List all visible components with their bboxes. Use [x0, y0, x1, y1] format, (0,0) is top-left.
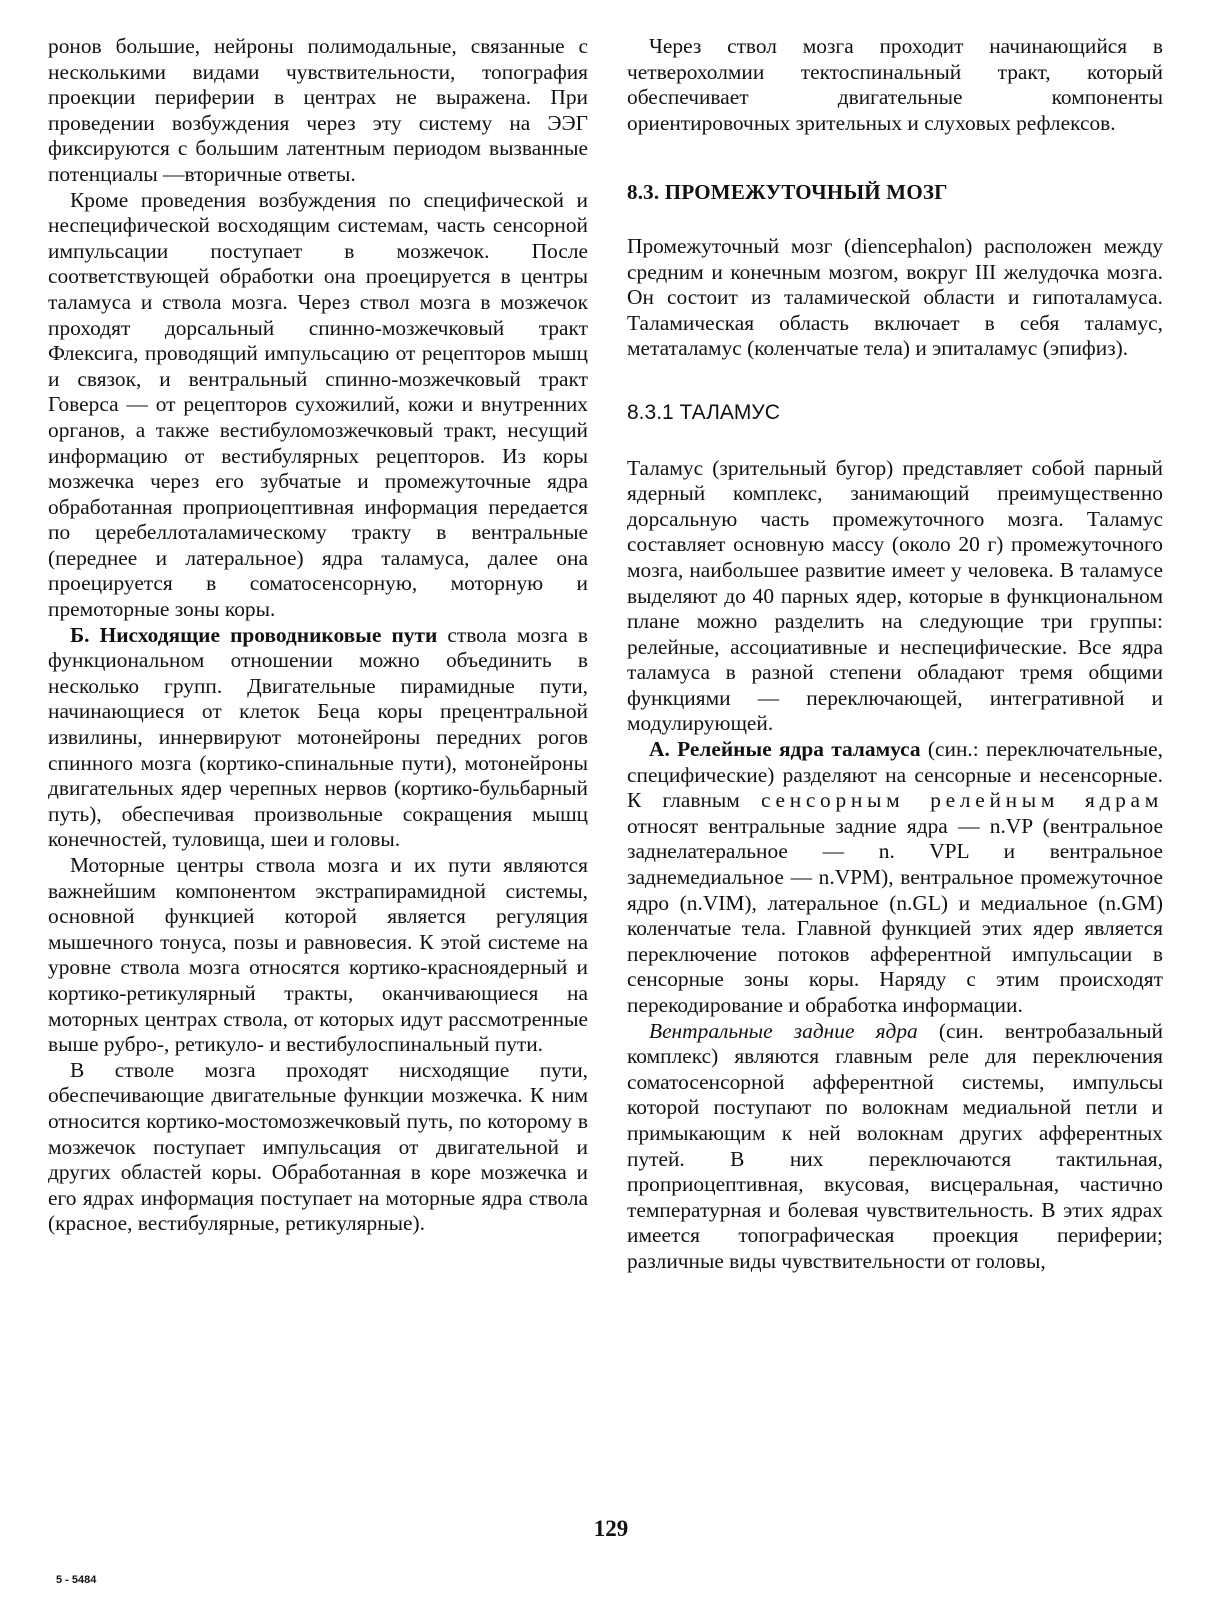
paragraph-relay-nuclei	[627, 737, 1163, 1019]
paragraph-continued: ронов большие, нейроны полимодальные, связанные с несколькими видами чувствительности, топография проекции периферии в центрах не выражена. При проведении возбуждения через эту систему на ЭЭГ фиксируются с большим латентным периодом вызванные потенциалы —вторичные ответы.	[48, 34, 588, 186]
paragraph-text: (син. вентробазальный комплекс) являются главным реле для переключения соматосенсорной афферентной системы, импульсы которой поступают по волокнам медиальной петли и примыкающим к ней волокнам других афферентных путей. В них переключаются тактильная, проприоцептивная, вкусовая, висцеральная, частично температурная и болевая чувствительность. В этих ядрах имеется топографическая проекция периферии; различные виды чувствительности от головы,	[627, 1018, 1163, 1273]
spaced-emphasis: сенсорным релейным ядрам	[761, 788, 1164, 813]
left-column	[48, 34, 588, 1237]
subsection-heading: 8.3.1 ТАЛАМУС	[627, 400, 780, 424]
paragraph-ventral-posterior	[627, 1019, 1163, 1275]
section-heading: 8.3. ПРОМЕЖУТОЧНЫЙ МОЗГ	[627, 180, 948, 205]
paragraph-descending-pathways	[48, 623, 588, 853]
page-number: 129	[593, 1516, 629, 1541]
run-in-heading-a: А. Релейные ядра таламуса	[649, 737, 921, 762]
paragraph-cerebellar-motor: В стволе мозга проходят нисходящие пути, обеспечивающие двигательные функции мозжечка. К ним относится кортико-мостомозжечковый путь, по которому в мозжечок поступает импульсация от двигательной и других областей коры. Обработанная в коре мозжечка и его ядрах информация поступает на моторные ядра ствола (красное, вестибулярные, ретикулярные).	[48, 1057, 588, 1236]
run-in-heading-b: Б. Нисходящие проводниковые пути	[70, 622, 438, 647]
print-signature: 5 - 5484	[56, 1574, 97, 1586]
paragraph-extrapyramidal: Моторные центры ствола мозга и их пути являются важнейшим компонентом экстрапирамидной системы, основной функцией которой является регуляция мышечного тонуса, позы и равновесия. К этой системе на уровне ствола мозга относятся кортико-красноядерный и кортико-ретикулярный тракты, оканчивающиеся на моторных центрах ствола, от которых идут рассмотренные выше рубро-, ретикуло- и вестибулоспинальный пути.	[48, 853, 588, 1057]
paragraph-text: (син.: переключательные, специфические) разделяют на сенсорные и несенсорные. К главным	[627, 737, 1163, 813]
paragraph-thalamus: Таламус (зрительный бугор) представляет собой парный ядерный комплекс, занимающий преимущественно дорсальную часть промежуточного мозга. Таламус составляет основную массу (около 20 г) промежуточного мозга, наибольшее развитие имеет у человека. В таламусе выделяют до 40 парных ядер, которые в функциональном плане можно разделить на следующие три группы: релейные, ассоциативные и неспецифические. Все ядра таламуса в разной степени обладают тремя общими функциями — переключающей, интегративной и модулирующей.	[627, 455, 1163, 736]
paragraph-cerebellar-pathways: Кроме проведения возбуждения по специфической и неспецифической восходящим системам, часть сенсорной импульсации поступает в мозжечок. После соответствующей обработки она проецируется в центры таламуса и ствола мозга. Через ствол мозга в мозжечок проходят дорсальный спинно-мозжечковый тракт Флексига, проводящий импульсацию от рецепторов мышц и связок, и вентральный спинно-мозжечковый тракт Говерса — от рецепторов сухожилий, кожи и внутренних органов, а также вестибуломозжечковый тракт, несущий информацию от вестибулярных рецепторов. Из коры мозжечка через его зубчатые и промежуточные ядра обработанная проприоцептивная информация передается по церебеллоталамическому тракту в вентральные (переднее и латеральное) ядра таламуса, далее она проецируется в соматосенсорную, моторную и премоторные зоны коры.	[48, 187, 588, 622]
right-column	[627, 34, 1163, 1275]
paragraph-tectospinal: Через ствол мозга проходит начинающийся в четверохолмии тектоспинальный тракт, который обеспечивает двигательные компоненты ориентировочных зрительных и слуховых рефлексов.	[627, 34, 1163, 135]
italic-term: Вентральные задние ядра	[649, 1018, 918, 1043]
paragraph-text: относят вентральные задние ядра — n.VP (вентральное заднелатеральное — n. VPL и вентральное заднемедиальное — n.VPM), вентральное промежуточное ядро (n.VIM), латеральное (n.GL) и медиальное (n.GM) коленчатые тела. Главной функцией этих ядер является переключение потоков афферентной импульсации в сенсорные зоны коры. Наряду с этим происходят перекодирование и обработка информации.	[627, 813, 1163, 1017]
paragraph-diencephalon: Промежуточный мозг (diencephalon) расположен между средним и конечным мозгом, вокруг III желудочка мозга. Он состоит из таламической области и гипоталамуса. Таламическая область включает в себя таламус, метаталамус (коленчатые тела) и эпиталамус (эпифиз).	[627, 233, 1163, 361]
paragraph-text: ствола мозга в функциональном отношении можно объединить в несколько групп. Двигательные пирамидные пути, начинающиеся от клеток Беца коры прецентральной извилины, иннервируют мотонейроны передних рогов спинного мозга (кортико-спинальные пути), мотонейроны двигательных ядер черепных нервов (кортико-бульбарный путь), обеспечивая произвольные сокращения мышц конечностей, туловища, шеи и головы.	[48, 622, 588, 852]
